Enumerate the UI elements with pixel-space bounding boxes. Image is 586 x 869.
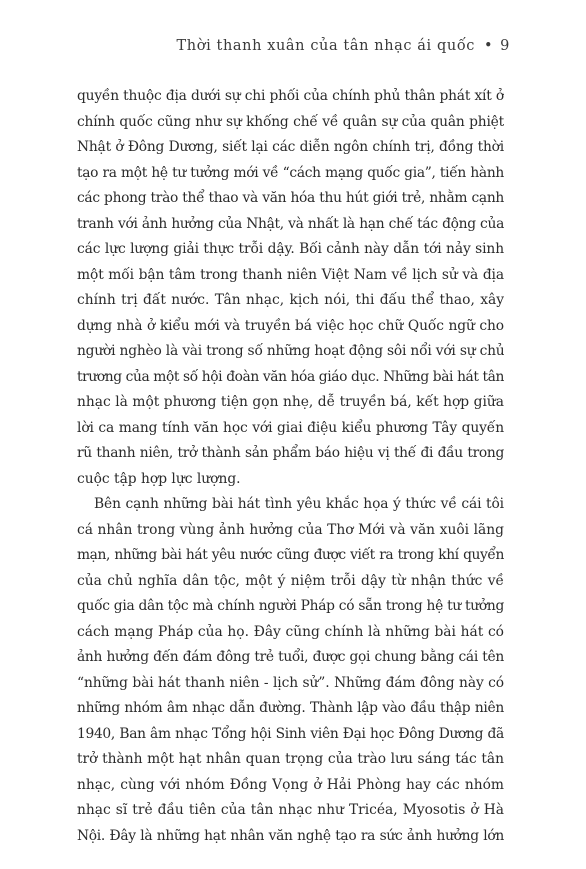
text-line: nhạc, cùng với nhóm Đồng Vọng ở Hải Phòng hay các nhóm [77, 776, 504, 793]
text-line: cuộc tập hợp lực lượng. [77, 470, 241, 487]
text-line: trương của một số hội đoàn văn hóa giáo dục. Những bài hát tân [77, 368, 504, 385]
paragraph [77, 84, 504, 492]
text-line: các phong trào thể thao và văn hóa thu hút giới trẻ, nhằm cạnh [77, 190, 504, 206]
text-line: quốc gia dân tộc mà chính người Pháp có sẵn trong hệ tư tưởng [77, 598, 504, 614]
text-line: 1940, Ban âm nhạc Tổng hội Sinh viên Đại học Đông Dương đã [77, 725, 504, 742]
text-line: rũ thanh niên, trở thành sản phẩm báo hiệu vị thế đi đầu trong [77, 445, 504, 461]
text-line: cá nhân trong vùng ảnh hưởng của Thơ Mới và văn xuôi lãng [77, 521, 504, 538]
text-line: Bên cạnh những bài hát tình yêu khắc họa ý thức về cái tôi [94, 496, 504, 512]
text-line: dựng nhà ở kiểu mới và truyền bá việc học chữ Quốc ngữ cho [77, 317, 504, 334]
text-line: của chủ nghĩa dân tộc, một ý niệm trỗi dậy từ nhận thức về [77, 572, 504, 589]
text-line: cách mạng Pháp của họ. Đây cũng chính là những bài hát có [77, 623, 504, 640]
text-line: tranh với ảnh hưởng của Nhật, và nhất là hạn chế tác động của [77, 215, 504, 232]
text-line: nhạc sĩ trẻ đầu tiên của tân nhạc như Tricéa, Myosotis ở Hà [77, 802, 504, 818]
text-line: một mối bận tâm trong thanh niên Việt Nam về lịch sử và địa [77, 266, 504, 283]
chapter-title: Thời thanh xuân của tân nhạc ái quốc [176, 38, 476, 54]
text-line: quyền thuộc địa dưới sự chi phối của chính phủ thân phát xít ở [77, 88, 504, 104]
text-line: chính quốc cũng như sự khống chế về quân sự của quân phiệt [77, 113, 504, 130]
text-line: nhạc là một phương tiện gọn nhẹ, dễ truyền bá, kết hợp giữa [77, 394, 504, 410]
running-header [177, 38, 510, 54]
text-line: Nội. Đây là những hạt nhân văn nghệ tạo ra sức ảnh hưởng lớn [77, 827, 504, 844]
text-line: mạn, những bài hát yêu nước cũng được viết ra trong khí quyển [77, 547, 504, 563]
text-line: các lực lượng giải thực trỗi dậy. Bối cảnh này dẫn tới nảy sinh [77, 241, 504, 257]
text-line: chính trị đất nước. Tân nhạc, kịch nói, thi đấu thể thao, xây [77, 292, 504, 308]
text-line: tạo ra một hệ tư tưởng mới về “cách mạng quốc gia”, tiến hành [77, 164, 504, 181]
text-line: “những bài hát thanh niên - lịch sử”. Những đám đông này có [77, 674, 504, 691]
text-line: những nhóm âm nhạc dẫn đường. Thành lập vào đầu thập niên [77, 700, 504, 716]
paragraph [77, 492, 504, 849]
text-line: lời ca mang tính văn học với giai điệu kiểu phương Tây quyến [77, 419, 504, 436]
body-text [77, 84, 504, 849]
text-line: ảnh hưởng đến đám đông trẻ tuổi, được gọi chung bằng cái tên [77, 649, 504, 665]
header-separator: • [484, 38, 494, 54]
text-line: trở thành một hạt nhân quan trọng của trào lưu sáng tác tân [77, 751, 504, 767]
page-number: 9 [500, 38, 510, 54]
text-line: người nghèo là vài trong số những hoạt động sôi nổi với sự chủ [77, 343, 504, 359]
text-line: Nhật ở Đông Dương, siết lại các diễn ngôn chính trị, đồng thời [77, 139, 504, 155]
